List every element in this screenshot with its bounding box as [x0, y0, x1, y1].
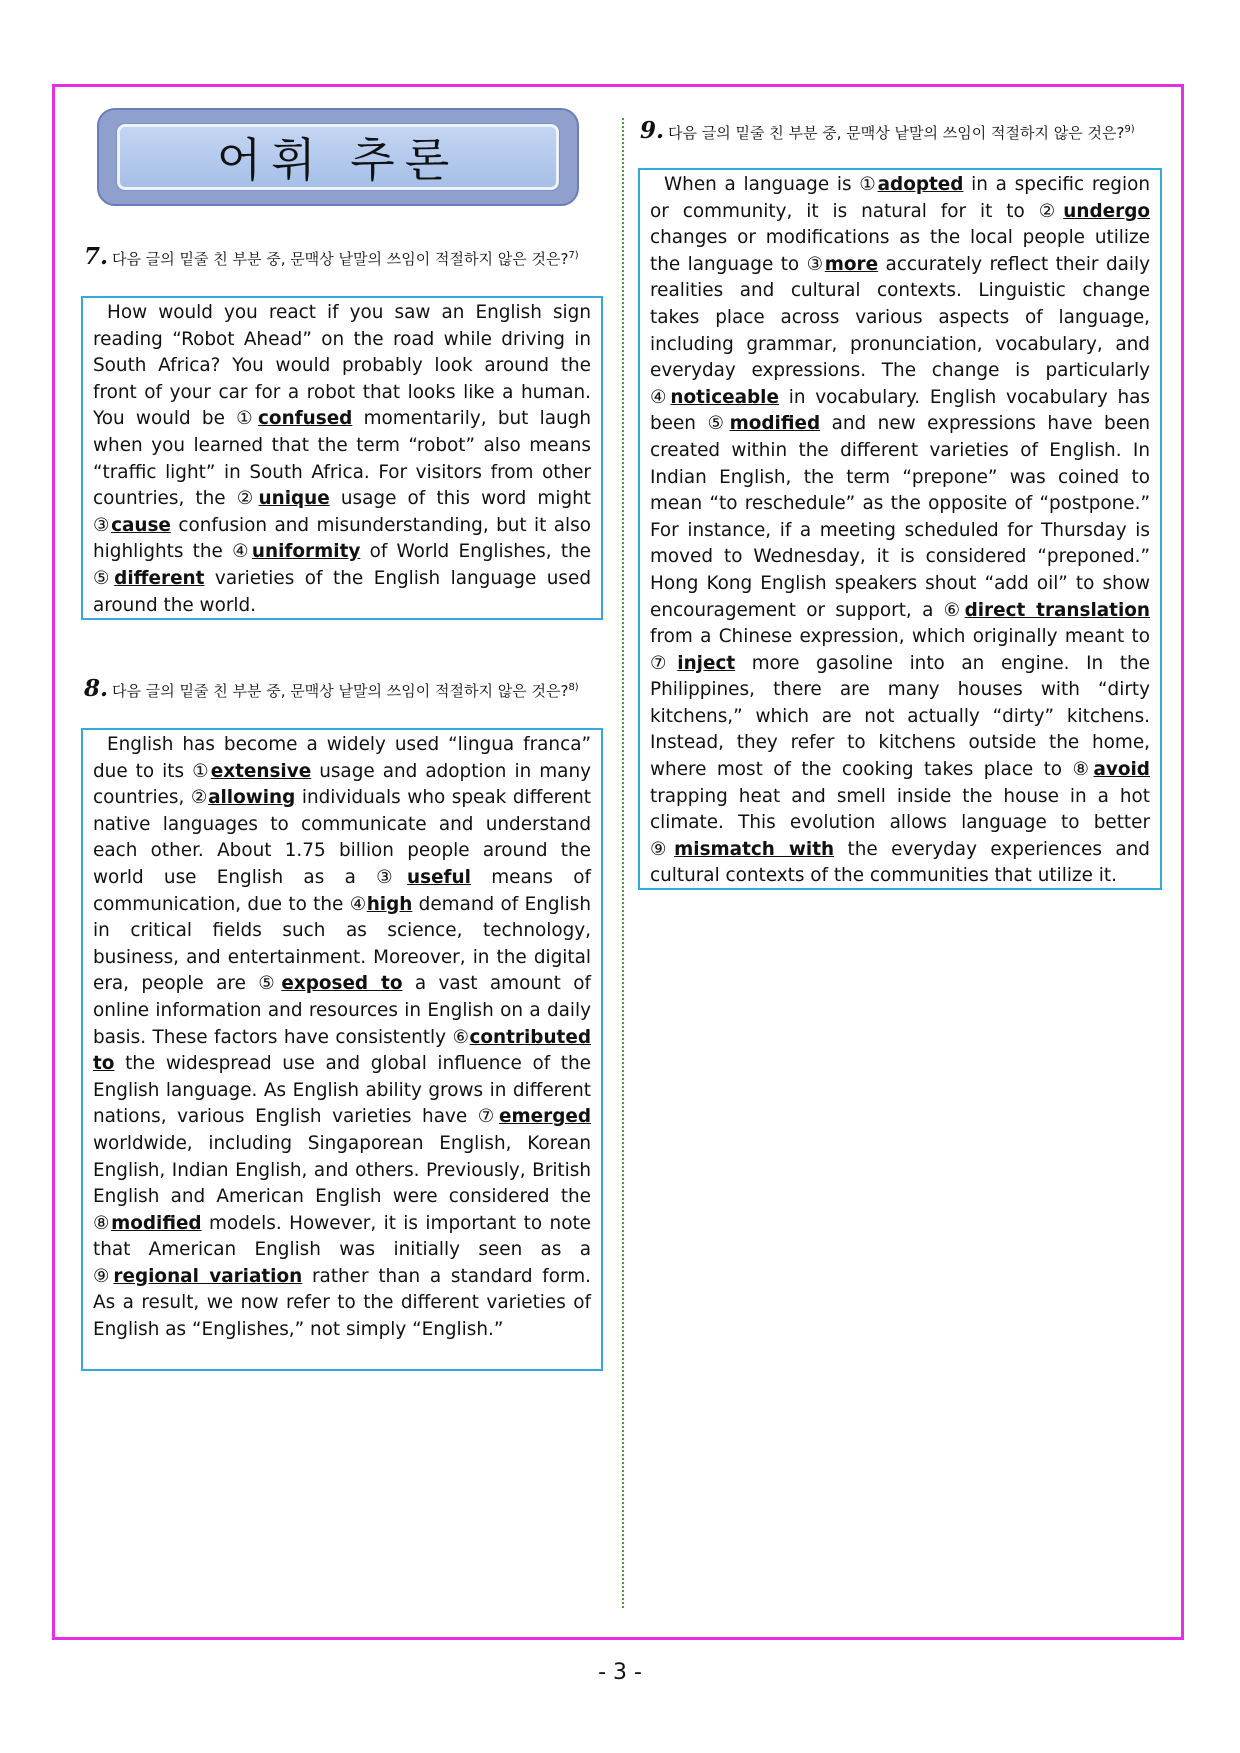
- question-7-passage: [81, 296, 603, 620]
- choice-marker: ①: [859, 174, 878, 195]
- underlined-choice: contributed to: [93, 1026, 591, 1075]
- underlined-choice: unique: [258, 488, 330, 510]
- question-8-passage: [81, 728, 603, 1371]
- section-title-banner: [97, 108, 579, 206]
- question-9-passage: [638, 168, 1162, 890]
- page-number: - 3 -: [598, 1660, 642, 1685]
- choice-marker: ⑨: [93, 1265, 114, 1287]
- choice-marker: ⑦: [650, 652, 678, 674]
- question-number: 9.: [640, 117, 665, 144]
- passage-text: more gasoline into an engine. In the Philippines, there are many houses with “dirty kitchens,” which are not actually “dirty” kitchens. Instead, they refer to kitchens outside the home, where most of the cooking takes place to: [650, 652, 1150, 781]
- passage-text: worldwide, including Singaporean English, Korean English, Indian English, and others. Previously, British English and American English were considered the: [93, 1132, 591, 1208]
- underlined-choice: uniformity: [251, 541, 361, 563]
- choice-marker: ⑦: [477, 1106, 500, 1128]
- choice-marker: ⑧: [93, 1212, 112, 1234]
- choice-marker: ⑤: [93, 567, 115, 589]
- passage-text: in vocabulary. English vocabulary has been: [650, 386, 1150, 435]
- underlined-choice: modified: [111, 1212, 202, 1234]
- passage-text: in a specific region or community, it is natural for it to: [650, 174, 1150, 222]
- choice-marker: ④: [232, 541, 252, 563]
- choice-marker: ④: [650, 386, 671, 408]
- passage-text: changes or modifications as the local people utilize the language to: [650, 227, 1150, 275]
- choice-marker: ⑥: [452, 1026, 470, 1048]
- underlined-choice: confused: [258, 408, 353, 430]
- underlined-choice: allowing: [208, 787, 296, 809]
- choice-marker: ②: [236, 488, 259, 510]
- question-number: 8.: [84, 675, 109, 702]
- underlined-choice: regional variation: [113, 1265, 303, 1287]
- choice-marker: ②: [190, 787, 209, 809]
- choice-marker: ③: [376, 866, 408, 888]
- choice-marker: ⑧: [1072, 759, 1094, 781]
- question-9-header: [640, 117, 1162, 144]
- choice-marker: ②: [1038, 200, 1064, 222]
- question-prompt: 다음 글의 밑줄 친 부분 중, 문맥상 낱말의 쓰임이 적절하지 않은 것은?: [112, 250, 569, 268]
- question-number: 7.: [84, 243, 109, 270]
- choice-marker: ①: [236, 408, 259, 430]
- underlined-choice: noticeable: [670, 386, 779, 408]
- passage-text: of World Englishes, the: [360, 541, 591, 563]
- passage-text: How would you react if you saw an English sign reading “Robot Ahead” on the road while driving in South Africa? You would probably look around the front of your car for a robot that looks like a human. You would be: [93, 302, 591, 430]
- underlined-choice: mismatch with: [674, 838, 835, 860]
- underlined-choice: inject: [677, 652, 736, 674]
- underlined-choice: adopted: [877, 174, 964, 195]
- footnote-marker: 7): [568, 250, 579, 261]
- passage-text: a vast amount of online information and resources in English on a daily basis. These factors have consistently: [93, 973, 591, 1048]
- passage-text: models. However, it is important to note that American English was initially seen as a: [93, 1212, 591, 1261]
- section-title-inner: [117, 124, 559, 190]
- footnote-marker: 8): [568, 682, 579, 693]
- passage-text: rather than a standard form. As a result, we now refer to the different varieties of English as “Englishes,” not simply “English.”: [93, 1265, 591, 1341]
- passage-text: accurately reflect their daily realities and cultural contexts. Linguistic change takes place across various aspects of language, including grammar, pronunciation, vocabulary, and everyday expressions. The change is particularly: [650, 253, 1150, 382]
- underlined-choice: cause: [111, 514, 171, 536]
- underlined-choice: direct translation: [964, 599, 1150, 621]
- question-7-header: [84, 243, 604, 270]
- column-divider: [622, 118, 624, 1608]
- passage-text: trapping heat and smell inside the house in a hot climate. This evolution allows language to better: [650, 785, 1150, 834]
- underlined-choice: modified: [729, 413, 821, 435]
- passage-text: English has become a widely used “lingua franca” due to its: [93, 734, 591, 782]
- underlined-choice: useful: [407, 866, 471, 888]
- choice-marker: ③: [93, 514, 112, 536]
- question-prompt: 다음 글의 밑줄 친 부분 중, 문맥상 낱말의 쓰임이 적절하지 않은 것은?: [668, 124, 1125, 142]
- passage-text: means of communication, due to the: [93, 866, 591, 915]
- passage-text: momentarily, but laugh when you learned that the term “robot” also means “traffic light” in South Africa. For visitors from other countries, the: [93, 408, 591, 510]
- underlined-choice: avoid: [1093, 759, 1150, 781]
- underlined-choice: emerged: [499, 1106, 591, 1128]
- passage-text: individuals who speak different native languages to communicate and understand each other. About 1.75 billion people around the world use English as a: [93, 787, 591, 888]
- choice-marker: ⑨: [650, 838, 675, 860]
- choice-marker: ⑤: [707, 413, 730, 435]
- passage-text: from a Chinese expression, which originally meant to: [650, 626, 1150, 648]
- footnote-marker: 9): [1124, 124, 1135, 135]
- choice-marker: ⑤: [258, 973, 282, 995]
- passage-text: demand of English in critical fields such as science, technology, business, and entertainment. Moreover, in the digital era, people are: [93, 893, 591, 995]
- question-8-header: [84, 675, 604, 702]
- underlined-choice: more: [824, 253, 879, 275]
- choice-marker: ④: [349, 893, 367, 915]
- section-title: 어휘 추론: [216, 133, 460, 187]
- passage-text: confusion and misunderstanding, but it also highlights the: [93, 514, 591, 563]
- choice-marker: ①: [192, 760, 211, 782]
- underlined-choice: exposed to: [281, 973, 403, 995]
- choice-marker: ⑥: [943, 599, 965, 621]
- underlined-choice: high: [366, 893, 413, 915]
- passage-text: varieties of the English language used around the world.: [93, 567, 591, 616]
- question-prompt: 다음 글의 밑줄 친 부분 중, 문맥상 낱말의 쓰임이 적절하지 않은 것은?: [112, 682, 569, 700]
- underlined-choice: extensive: [210, 760, 312, 782]
- underlined-choice: undergo: [1063, 200, 1150, 222]
- underlined-choice: different: [114, 567, 205, 589]
- passage-text: When a language is: [664, 174, 860, 195]
- choice-marker: ③: [806, 253, 825, 275]
- passage-text: the widespread use and global influence of the English language. As English ability grows in different nations, various English varieties have: [93, 1053, 591, 1128]
- passage-text: and new expressions have been created within the different varieties of English. In Indian English, the term “prepone” was coined to mean “to reschedule” as the opposite of “postpone.” For instance, if a meeting scheduled for Thursday is moved to Wednesday, it is considered “preponed.” Hong Kong English speakers shout “add oil” to show encouragement or support, a: [650, 413, 1150, 621]
- passage-text: usage and adoption in many countries,: [93, 760, 591, 809]
- passage-text: usage of this word might: [329, 488, 591, 510]
- passage-text: the everyday experiences and cultural contexts of the communities that utilize it.: [650, 838, 1150, 887]
